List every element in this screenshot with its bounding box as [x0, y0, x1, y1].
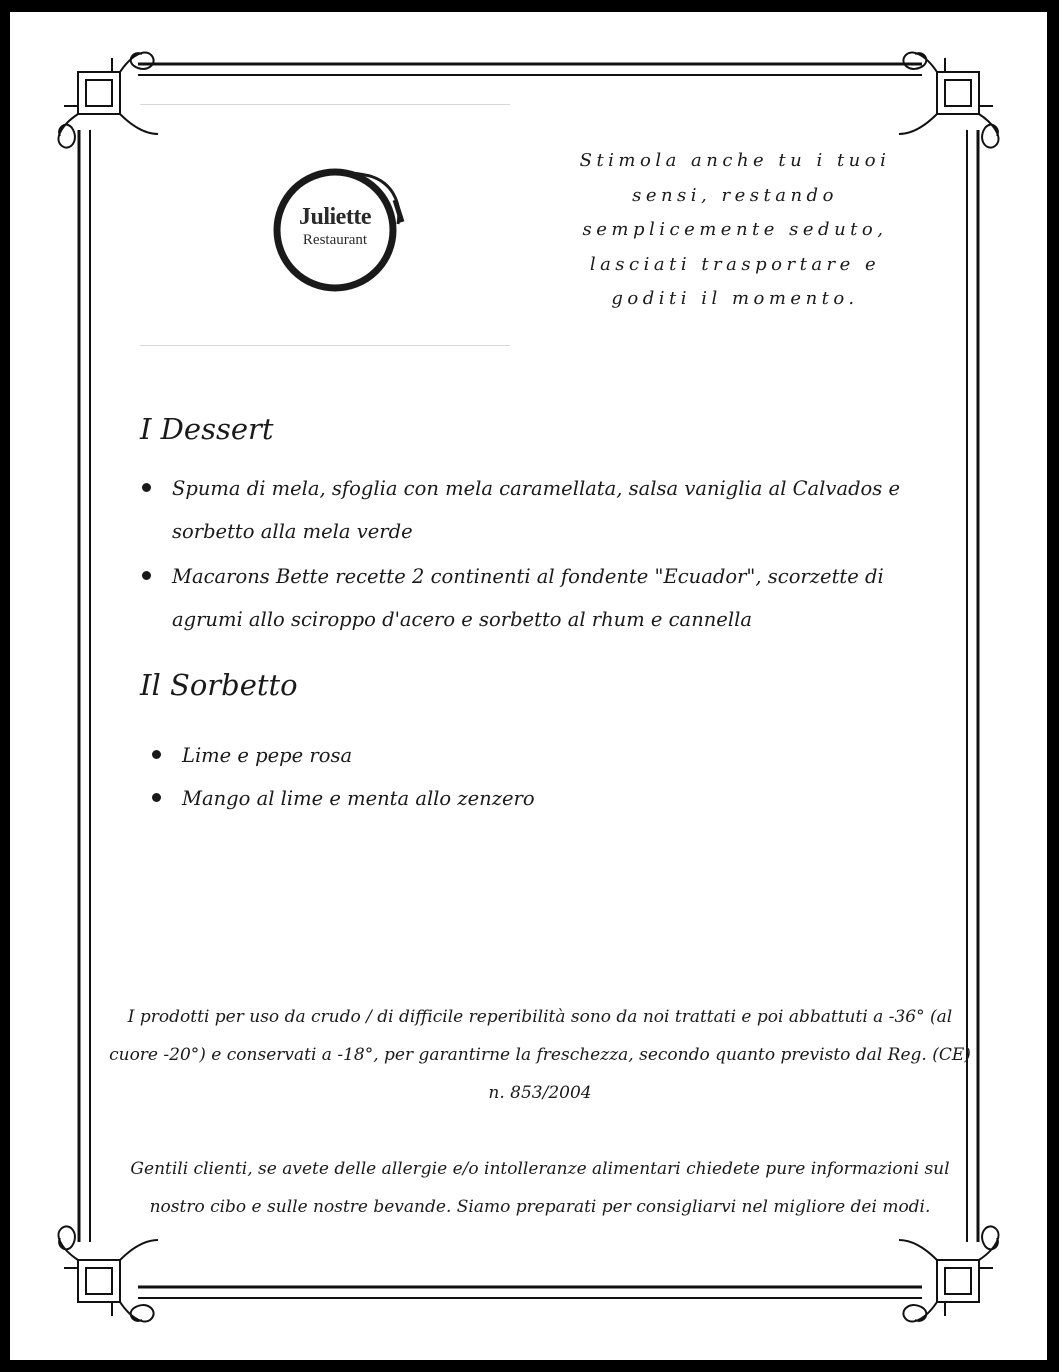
menu-page: [10, 12, 1047, 1360]
section-title-dessert: I Dessert: [140, 412, 274, 446]
tagline: Stimola anche tu i tuoi sensi, restando semplicemente seduto, lasciati trasportare e goditi il momento.: [579, 150, 891, 309]
list-item: Mango al lime e menta allo zenzero: [150, 777, 850, 820]
raw-products-note: I prodotti per uso da crudo / di difficile reperibilità sono da noi trattati e poi abbattuti a -36° (al cuore -20°) e conservati a -18°, per garantirne la freschezza, secondo quanto previsto dal Reg. (CE) n. 853/2004: [109, 1007, 971, 1103]
allergies-note: Gentili clienti, se avete delle allergie e/o intolleranze alimentari chiedete pure informazioni sul nostro cibo e sulle nostre bevande. Siamo preparati per consigliarvi nel migliore dei modi.: [130, 1159, 950, 1217]
logo-name: Juliette: [299, 204, 371, 230]
corner-ornament-icon: [887, 1210, 1007, 1330]
header-divider-top: [140, 104, 510, 105]
corner-ornament-icon: [887, 44, 1007, 164]
list-item: Lime e pepe rosa: [150, 734, 850, 777]
dessert-list: [140, 467, 940, 643]
header-divider-bottom: [140, 345, 510, 346]
list-item: Spuma di mela, sfoglia con mela caramellata, salsa vaniglia al Calvados e sorbetto alla mela verde: [140, 467, 940, 553]
corner-ornament-icon: [50, 1210, 170, 1330]
logo-subtitle: Restaurant: [302, 232, 368, 248]
restaurant-logo: [260, 160, 410, 300]
sorbetto-list: [150, 734, 850, 820]
list-item: Macarons Bette recette 2 continenti al fondente "Ecuador", scorzette di agrumi allo sciroppo d'acero e sorbetto al rhum e cannella: [140, 555, 940, 641]
section-title-sorbetto: Il Sorbetto: [140, 668, 298, 702]
